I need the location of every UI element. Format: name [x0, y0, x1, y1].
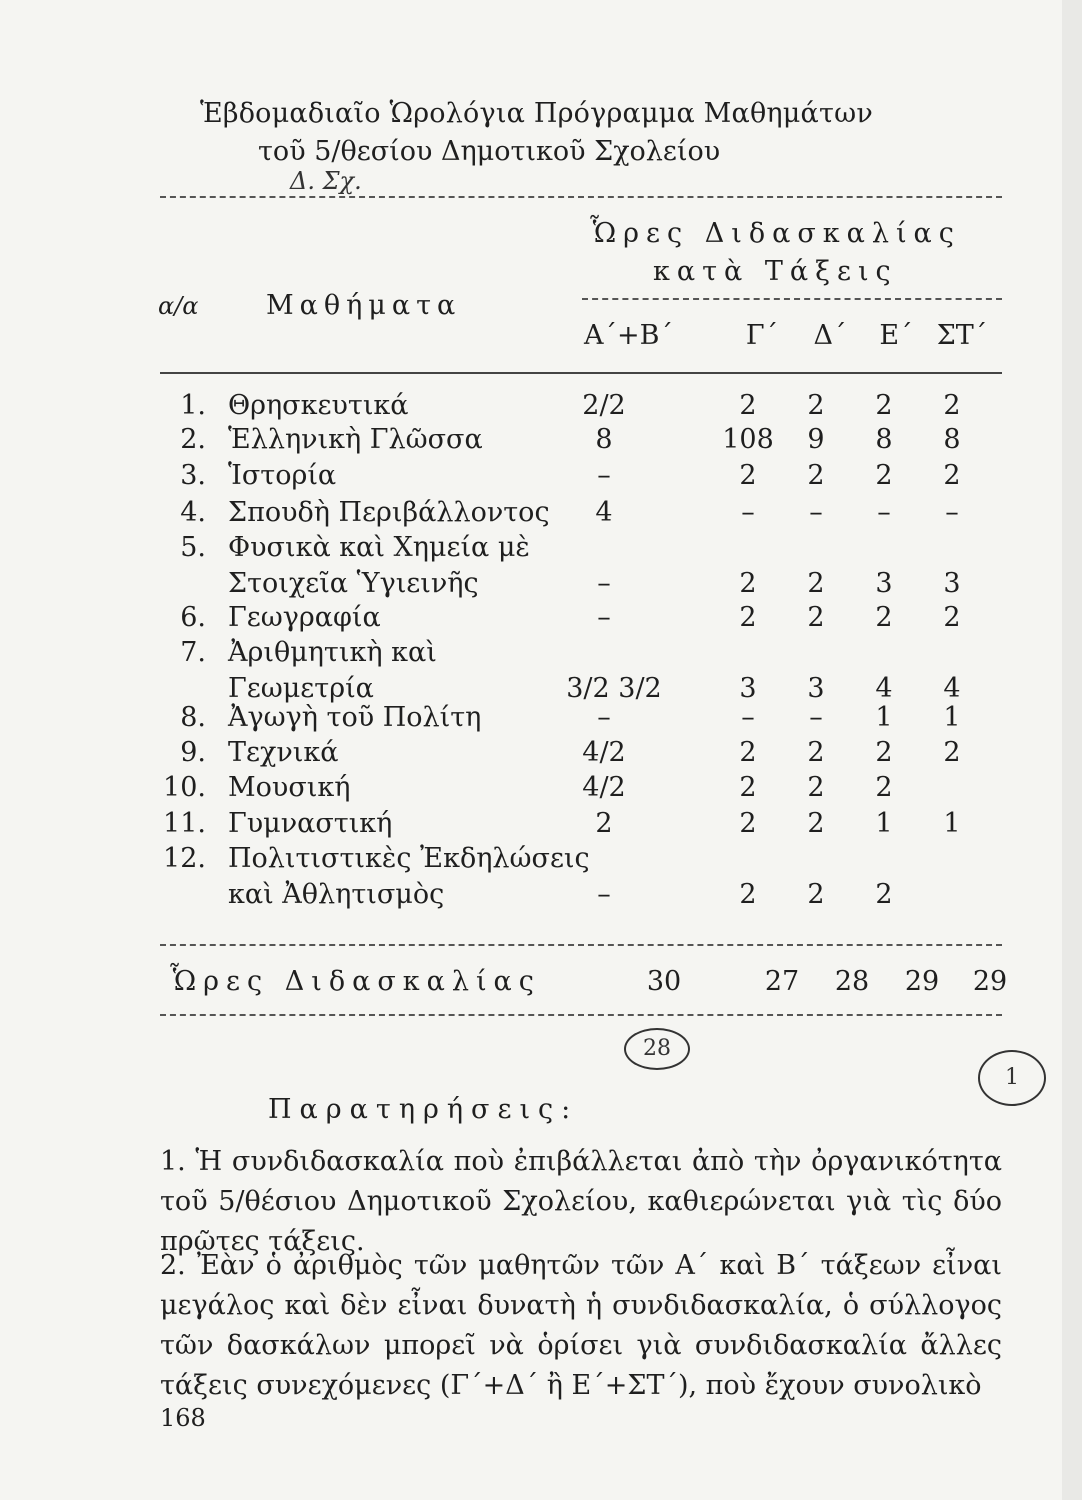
hours-cell: –: [945, 497, 959, 528]
subject-name: Ἀριθμητικὴ καὶ: [228, 637, 437, 668]
hours-cell: 2: [807, 568, 825, 599]
hours-cell: 2: [875, 879, 893, 910]
row-number: 9.: [180, 737, 206, 768]
hours-header: Ὧρες Διδασκαλίας: [590, 218, 961, 249]
hours-cell: –: [597, 568, 611, 599]
hours-cell: –: [741, 497, 755, 528]
note-2: 2. Ἐὰν ὁ ἀριθμὸς τῶν μαθητῶν τῶν Α΄ καὶ Β΄ τάξεων εἶναι μεγάλος καὶ δὲν εἶναι δυνατὴ ἡ συνδιδασκαλία, ὁ σύλλογος τῶν δασκάλων μπορεῖ νὰ ὁρίσει γιὰ συνδιδασκαλία ἄλλες τάξεις συνεχόμενες (Γ΄+Δ΄ ἢ Ε΄+ΣΤ΄), ποὺ ἔχουν συνολικὸ: [160, 1250, 1002, 1401]
hours-cell: 8: [943, 424, 961, 455]
row-number: 12.: [163, 843, 206, 874]
hours-cell: 3: [807, 673, 825, 704]
rule-totals-bottom: [160, 1014, 1002, 1016]
subject-name: Θρησκευτικά: [228, 390, 409, 421]
page-number: 168: [160, 1404, 206, 1432]
class-col-c: Γ΄: [745, 320, 779, 351]
hours-cell: 3: [739, 673, 757, 704]
subject-name: Στοιχεῖα Ὑγιεινῆς: [228, 568, 479, 599]
subject-name: καὶ Ἀθλητισμὸς: [228, 879, 445, 910]
classes-header: κατὰ Τάξεις: [653, 256, 898, 287]
hours-cell: –: [597, 879, 611, 910]
subject-name: Γυμναστική: [228, 808, 393, 839]
subject-name: Γεωγραφία: [228, 602, 381, 633]
page-title: Ἑβδομαδιαῖο Ὡρολόγια Πρόγραμμα Μαθημάτων: [200, 98, 873, 129]
hours-cell: 2: [943, 602, 961, 633]
row-number: 10.: [163, 772, 206, 803]
page-subtitle: τοῦ 5/θεσίου Δημοτικοῦ Σχολείου: [258, 136, 721, 167]
hours-cell: 108: [722, 424, 774, 455]
hours-cell: 3/2 3/2: [566, 673, 662, 704]
row-number: 11.: [163, 808, 206, 839]
total-cell: 29: [972, 966, 1008, 997]
subject-name: Μουσική: [228, 772, 351, 803]
hours-cell: 4/2: [582, 737, 626, 768]
hours-cell: –: [809, 497, 823, 528]
hours-cell: 2: [807, 602, 825, 633]
hours-cell: –: [597, 702, 611, 733]
hours-cell: 2: [739, 460, 757, 491]
hours-cell: 1: [875, 702, 893, 733]
hours-cell: 2: [739, 808, 757, 839]
handwritten-mark-circle: 1: [978, 1050, 1046, 1106]
subjects-header: Μαθήματα: [266, 290, 462, 321]
hours-cell: 9: [807, 424, 825, 455]
hours-cell: 1: [875, 808, 893, 839]
hours-cell: –: [597, 460, 611, 491]
note-1: 1. Ἡ συνδιδασκαλία ποὺ ἐπιβάλλεται ἀπὸ τὴν ὀργανικότητα τοῦ 5/θέσιου Δημοτικοῦ Σχολείου, καθιερώνεται γιὰ τὶς δύο πρῶτες τάξεις.: [160, 1146, 1002, 1257]
class-col-d: Δ΄: [813, 320, 847, 351]
rule-classes: [582, 298, 1002, 300]
hours-cell: 2: [807, 772, 825, 803]
subject-name: Σπουδὴ Περιβάλλοντος: [228, 497, 550, 528]
hours-cell: 2: [739, 772, 757, 803]
notes-title: Παρατηρήσεις:: [268, 1094, 579, 1125]
hours-cell: 8: [875, 424, 893, 455]
total-cell: 30: [646, 966, 682, 997]
hours-cell: 2: [875, 772, 893, 803]
hours-cell: 2: [943, 460, 961, 491]
handwritten-total-circle: 28: [624, 1028, 690, 1070]
hours-cell: –: [741, 702, 755, 733]
class-col-st: ΣΤ΄: [936, 320, 988, 351]
subject-name: Τεχνικά: [228, 737, 339, 768]
hours-cell: –: [877, 497, 891, 528]
hours-cell: 2: [875, 460, 893, 491]
hours-cell: 3: [943, 568, 961, 599]
hours-cell: 2: [807, 879, 825, 910]
hours-cell: 2: [739, 879, 757, 910]
subject-name: Φυσικὰ καὶ Χημεία μὲ: [228, 532, 530, 563]
hours-cell: 2: [739, 390, 757, 421]
total-label: Ὧρες Διδασκαλίας: [170, 966, 541, 997]
hours-cell: 2/2: [582, 390, 626, 421]
hours-cell: 2: [875, 737, 893, 768]
class-col-ab: Α΄+Β΄: [584, 320, 673, 351]
rule-header: [160, 372, 1002, 374]
rule-title: [160, 196, 1002, 198]
hours-cell: 8: [595, 424, 613, 455]
subject-name: Γεωμετρία: [228, 673, 374, 704]
subject-name: Ἀγωγὴ τοῦ Πολίτη: [228, 702, 482, 733]
hours-cell: 4: [595, 497, 613, 528]
row-number: 4.: [180, 497, 206, 528]
hours-cell: 4: [875, 673, 893, 704]
hours-cell: 2: [807, 737, 825, 768]
hours-cell: 2: [739, 568, 757, 599]
class-col-e: Ε΄: [879, 320, 913, 351]
hours-cell: 2: [875, 602, 893, 633]
aa-header: α/α: [158, 292, 199, 320]
total-cell: 29: [904, 966, 940, 997]
hours-cell: 1: [943, 808, 961, 839]
hours-cell: 4: [943, 673, 961, 704]
hours-cell: 4/2: [582, 772, 626, 803]
hours-cell: 2: [875, 390, 893, 421]
total-cell: 27: [764, 966, 800, 997]
row-number: 2.: [180, 424, 206, 455]
hours-cell: 2: [807, 460, 825, 491]
subject-name: Ἑλληνικὴ Γλῶσσα: [228, 424, 483, 455]
hours-cell: 2: [943, 737, 961, 768]
hours-cell: 2: [807, 390, 825, 421]
subject-name: Ἱστορία: [228, 460, 337, 491]
row-number: 3.: [180, 460, 206, 491]
total-cell: 28: [834, 966, 870, 997]
hours-cell: –: [809, 702, 823, 733]
row-number: 1.: [180, 390, 206, 421]
handwritten-abbreviation: Δ. Σχ.: [290, 167, 362, 195]
hours-cell: 2: [943, 390, 961, 421]
row-number: 8.: [180, 702, 206, 733]
row-number: 7.: [180, 637, 206, 668]
row-number: 6.: [180, 602, 206, 633]
hours-cell: 2: [739, 737, 757, 768]
hours-cell: 1: [943, 702, 961, 733]
hours-cell: 2: [595, 808, 613, 839]
page-edge: [1062, 0, 1082, 1500]
subject-name: Πολιτιστικὲς Ἐκδηλώσεις: [228, 843, 590, 874]
row-number: 5.: [180, 532, 206, 563]
hours-cell: –: [597, 602, 611, 633]
hours-cell: 2: [807, 808, 825, 839]
rule-totals-top: [160, 944, 1002, 946]
hours-cell: 2: [739, 602, 757, 633]
hours-cell: 3: [875, 568, 893, 599]
